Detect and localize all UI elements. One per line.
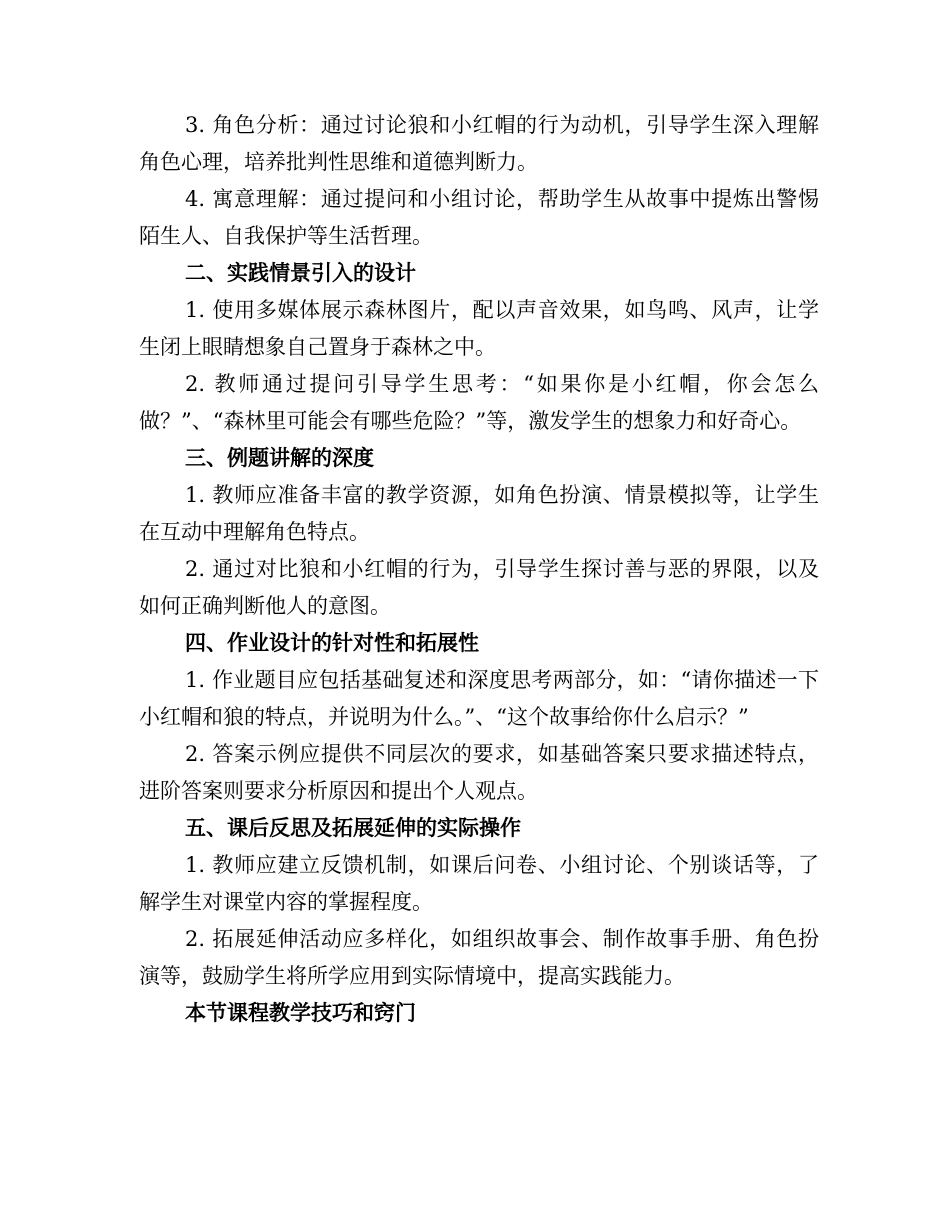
paragraph-moral-understanding: 4. 寓意理解：通过提问和小组讨论，帮助学生从故事中提炼出警惕陌生人、自我保护等生活哲理。 xyxy=(139,187,819,248)
paragraph-multimedia: 1. 使用多媒体展示森林图片，配以声音效果，如鸟鸣、风声，让学生闭上眼睛想象自己置身于森林之中。 xyxy=(139,298,819,359)
section-heading-4: 四、作业设计的针对性和拓展性 xyxy=(185,631,479,655)
paragraph-answer-examples: 2. 答案示例应提供不同层次的要求，如基础答案只要求描述特点，进阶答案则要求分析原因和提出个人观点。 xyxy=(139,742,819,803)
paragraph-teaching-resources: 1. 教师应准备丰富的教学资源，如角色扮演、情景模拟等，让学生在互动中理解角色特点。 xyxy=(139,483,819,544)
document-body xyxy=(139,107,819,1032)
paragraph-teacher-questions: 2. 教师通过提问引导学生思考：“如果你是小红帽，你会怎么做？”、“森林里可能会有哪些危险？”等，激发学生的想象力和好奇心。 xyxy=(139,372,819,433)
section-heading-3: 三、例题讲解的深度 xyxy=(185,446,374,470)
paragraph-role-analysis: 3. 角色分析：通过讨论狼和小红帽的行为动机，引导学生深入理解角色心理，培养批判性思维和道德判断力。 xyxy=(139,113,819,174)
section-heading-5: 五、课后反思及拓展延伸的实际操作 xyxy=(185,816,521,840)
paragraph-homework-content: 1. 作业题目应包括基础复述和深度思考两部分，如：“请你描述一下小红帽和狼的特点，并说明为什么。”、“这个故事给你什么启示？” xyxy=(139,668,819,729)
paragraph-extension-activities: 2. 拓展延伸活动应多样化，如组织故事会、制作故事手册、角色扮演等，鼓励学生将所学应用到实际情境中，提高实践能力。 xyxy=(139,927,819,988)
paragraph-feedback-mechanism: 1. 教师应建立反馈机制，如课后问卷、小组讨论、个别谈话等，了解学生对课堂内容的掌握程度。 xyxy=(139,853,819,914)
section-heading-2: 二、实践情景引入的设计 xyxy=(185,261,416,285)
section-heading-tips: 本节课程教学技巧和窍门 xyxy=(185,1001,416,1025)
paragraph-compare-behavior: 2. 通过对比狼和小红帽的行为，引导学生探讨善与恶的界限，以及如何正确判断他人的意图。 xyxy=(139,557,819,618)
